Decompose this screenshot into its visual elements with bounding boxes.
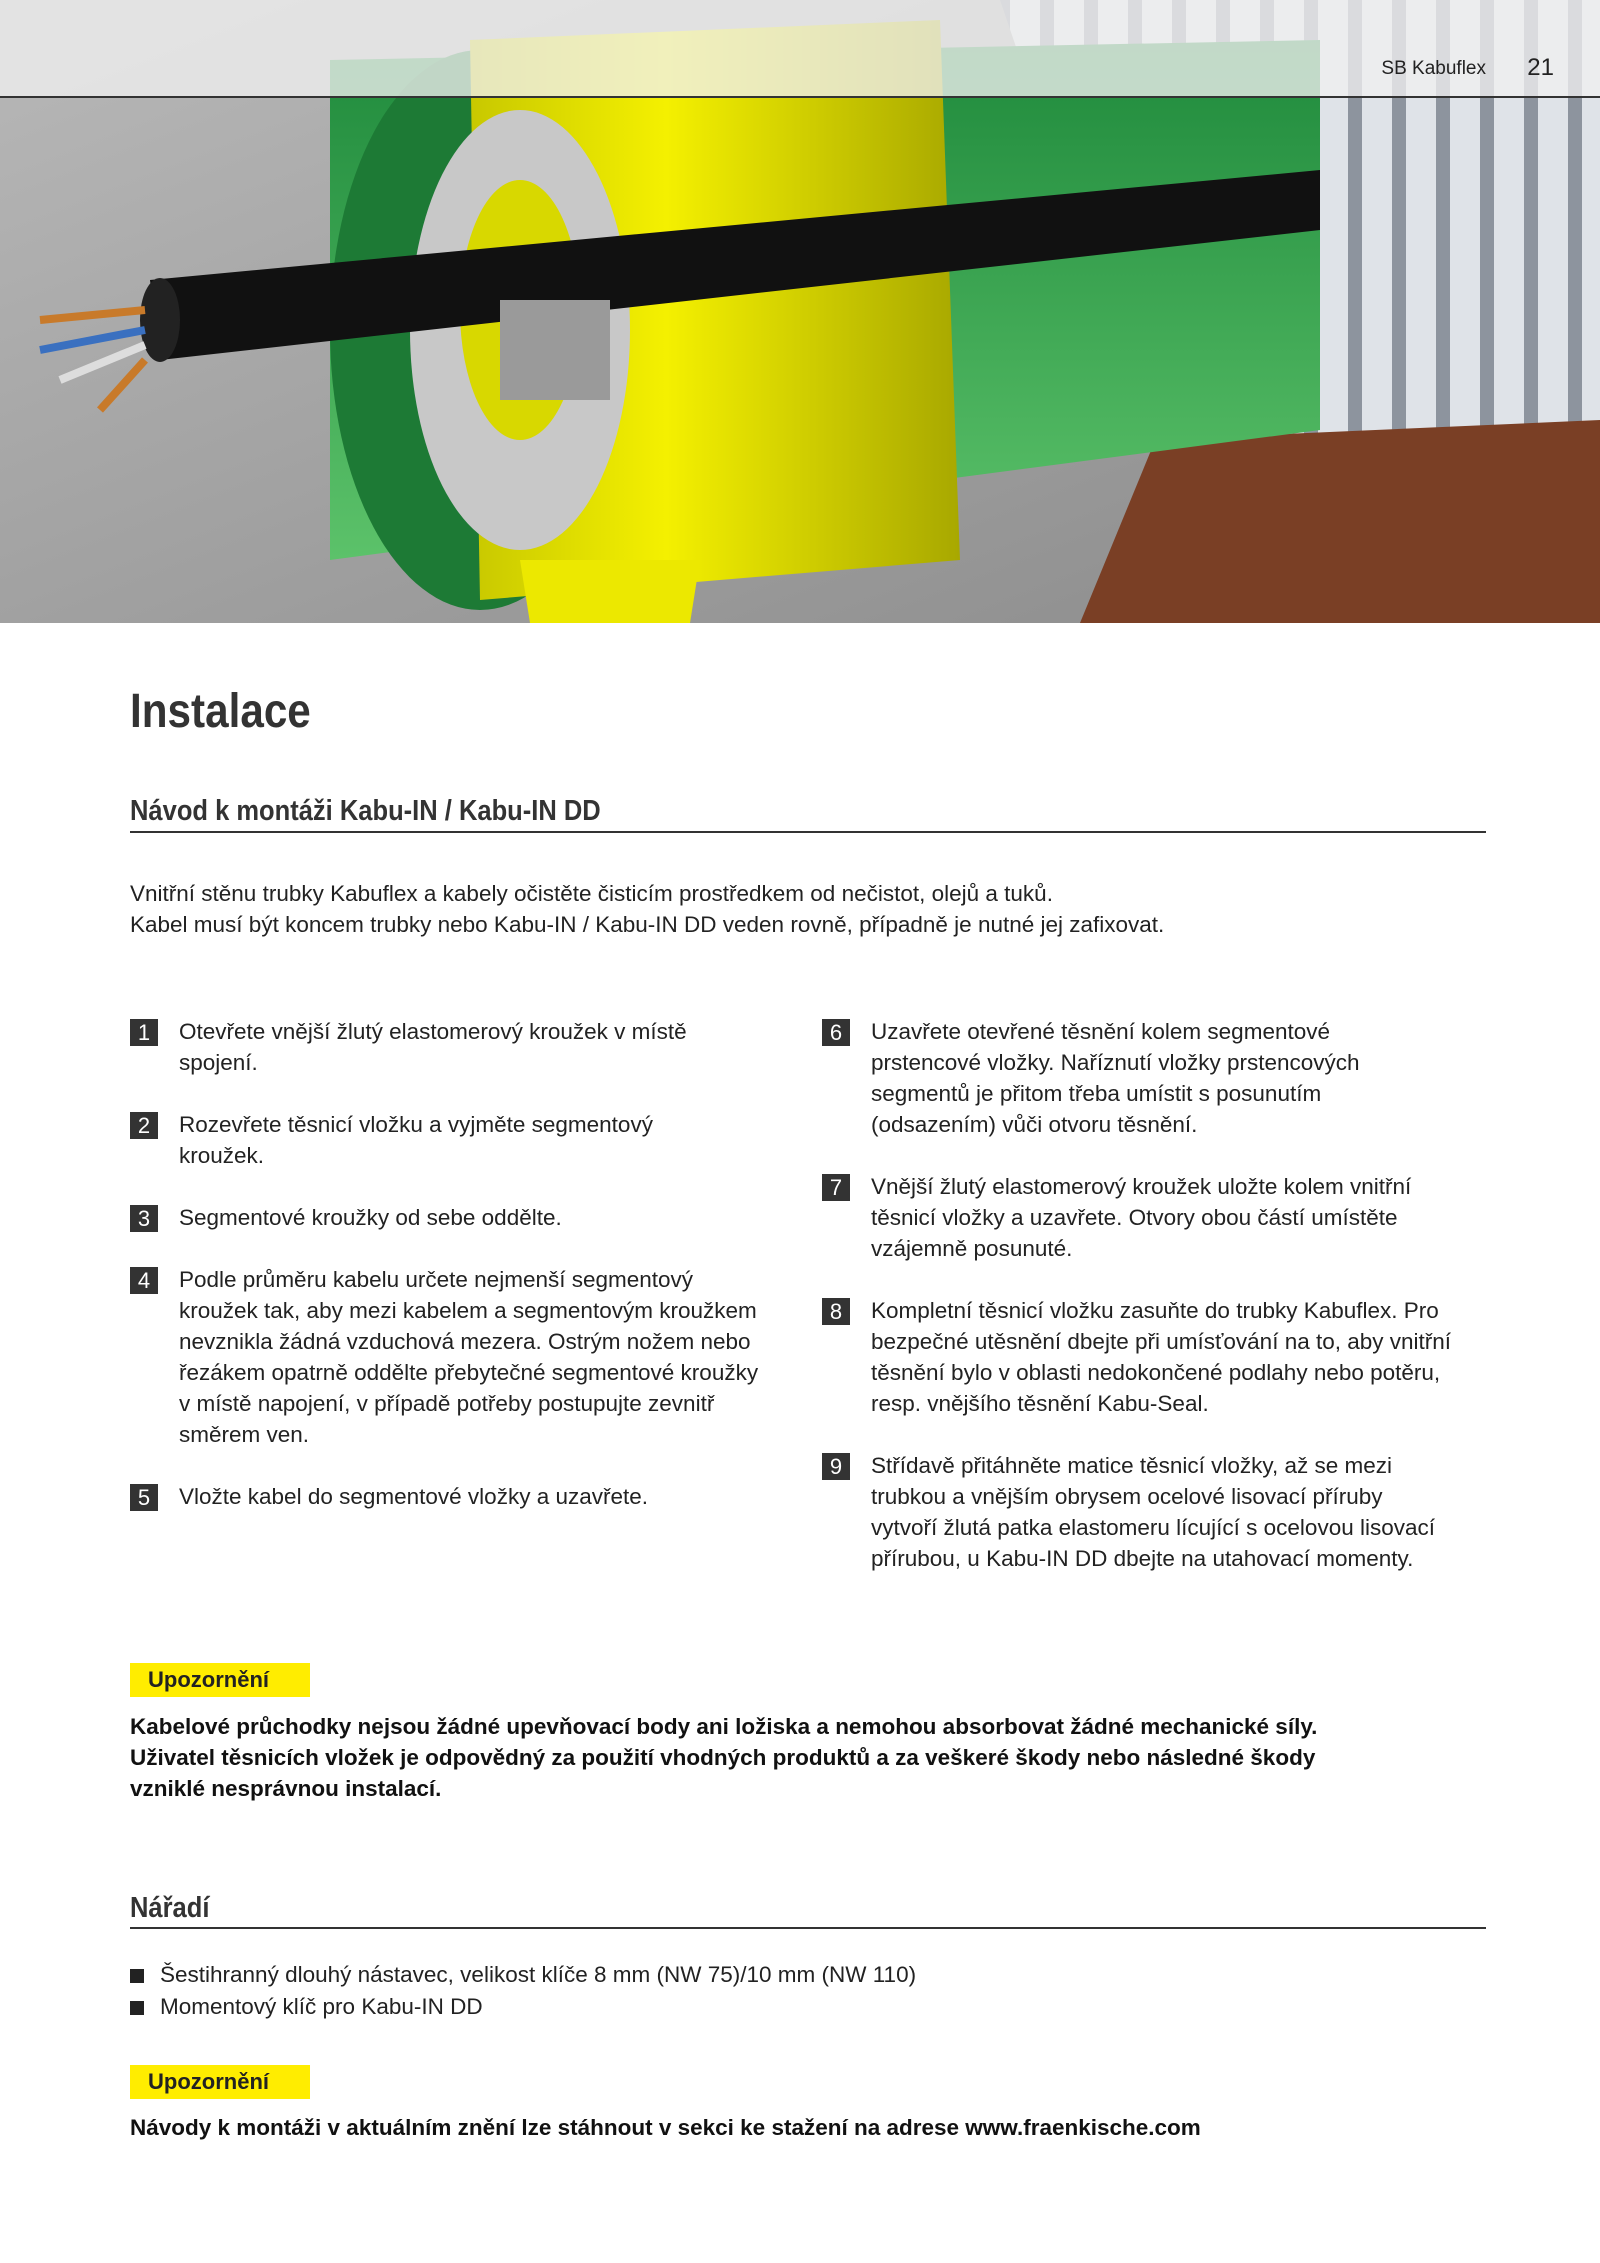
steps-right-column: [822, 1016, 1482, 1605]
hero-image: [0, 0, 1600, 623]
bullet-square-icon: [130, 2001, 144, 2015]
step-number: 8: [822, 1298, 850, 1325]
step-number: 5: [130, 1484, 158, 1511]
step-text: Podle průměru kabelu určete nejmenší segmentový kroužek tak, aby mezi kabelem a segmentovým kroužkem nevznikla žádná vzduchová mezera. Ostrým nožem nebo řezákem opatrně oddělte přebytečné segmentové kroužky v místě napojení, v případě potřeby postupujte zevnitř směrem ven.: [179, 1267, 759, 1447]
page-title: Instalace: [130, 685, 311, 738]
step-text: Segmentové kroužky od sebe oddělte.: [179, 1205, 562, 1230]
step-item: [130, 1202, 770, 1233]
bullet-square-icon: [130, 1969, 144, 1983]
tool-text: Momentový klíč pro Kabu-IN DD: [160, 1994, 483, 2019]
step-text: Rozevřete těsnicí vložku a vyjměte segmentový kroužek.: [179, 1112, 653, 1168]
step-number: 9: [822, 1453, 850, 1480]
step-item: [130, 1264, 770, 1450]
step-item: [822, 1171, 1482, 1264]
section-heading-tools: Nářadí: [130, 1892, 210, 1924]
step-text: Vložte kabel do segmentové vložky a uzavřete.: [179, 1484, 649, 1509]
step-item: [822, 1450, 1482, 1574]
step-text: Otevřete vnější žlutý elastomerový kroužek v místě spojení.: [179, 1019, 687, 1075]
tool-item: [130, 1991, 916, 2023]
intro-text: [130, 878, 1164, 940]
step-number: 1: [130, 1019, 158, 1046]
tool-item: [130, 1959, 916, 1991]
step-item: [130, 1016, 770, 1078]
step-item: [822, 1295, 1482, 1419]
download-note: Návody k montáži v aktuálním znění lze stáhnout v sekci ke stažení na adrese www.fraenkische.com: [130, 2115, 1201, 2140]
step-item: [822, 1016, 1482, 1140]
step-number: 7: [822, 1174, 850, 1201]
steps-left-column: [130, 1016, 770, 1543]
page-number: 21: [1527, 54, 1554, 81]
step-number: 6: [822, 1019, 850, 1046]
step-text: Střídavě přitáhněte matice těsnicí vložky, až se mezi trubkou a vnějším obrysem ocelové lisovací příruby vytvoří žlutá patka elastomeru lícující s ocelovou lisovací přírubou, u Kabu-IN DD dbejte na utahovací momenty.: [871, 1453, 1435, 1571]
page-header-band: [0, 0, 1600, 98]
section-heading-installation: Návod k montáži Kabu-IN / Kabu-IN DD: [130, 795, 601, 827]
tool-text: Šestihranný dlouhý nástavec, velikost klíče 8 mm (NW 75)/10 mm (NW 110): [160, 1962, 917, 1987]
intro-line: Vnitřní stěnu trubky Kabuflex a kabely očistěte čisticím prostředkem od nečistot, olejů a tuků.: [130, 881, 1053, 906]
step-number: 3: [130, 1205, 158, 1232]
intro-line: Kabel musí být koncem trubky nebo Kabu-IN / Kabu-IN DD veden rovně, případně je nutné jej zafixovat.: [130, 912, 1165, 937]
warning-text: Kabelové průchodky nejsou žádné upevňovací body ani ložiska a nemohou absorbovat žádné mechanické síly. Uživatel těsnicích vložek je odpovědný za použití vhodných produktů a za veškeré škody nebo následné škody vzniklé nesprávnou instalací.: [130, 1714, 1318, 1801]
step-text: Vnější žlutý elastomerový kroužek uložte kolem vnitřní těsnicí vložky a uzavřete. Otvory obou částí umístěte vzájemně posunuté.: [871, 1174, 1412, 1261]
step-item: [130, 1481, 770, 1512]
tools-list: [130, 1959, 916, 2023]
warning-badge: Upozornění: [130, 2065, 310, 2099]
step-number: 4: [130, 1267, 158, 1294]
header-brand: SB Kabuflex: [1381, 58, 1486, 79]
step-text: Uzavřete otevřené těsnění kolem segmentové prstencové vložky. Naříznutí vložky prstencových segmentů je přitom třeba umístit s posunutím (odsazením) vůči otvoru těsnění.: [871, 1019, 1360, 1137]
heading-rule: [130, 1927, 1486, 1929]
step-number: 2: [130, 1112, 158, 1139]
step-item: [130, 1109, 770, 1171]
step-text: Kompletní těsnicí vložku zasuňte do trubky Kabuflex. Pro bezpečné utěsnění dbejte při umísťování na to, aby vnitřní těsnění bylo v oblasti nedokončené podlahy nebo potěru, resp. vnějšího těsnění Kabu-Seal.: [871, 1298, 1452, 1416]
warning-badge: Upozornění: [130, 1663, 310, 1697]
heading-rule: [130, 831, 1486, 833]
